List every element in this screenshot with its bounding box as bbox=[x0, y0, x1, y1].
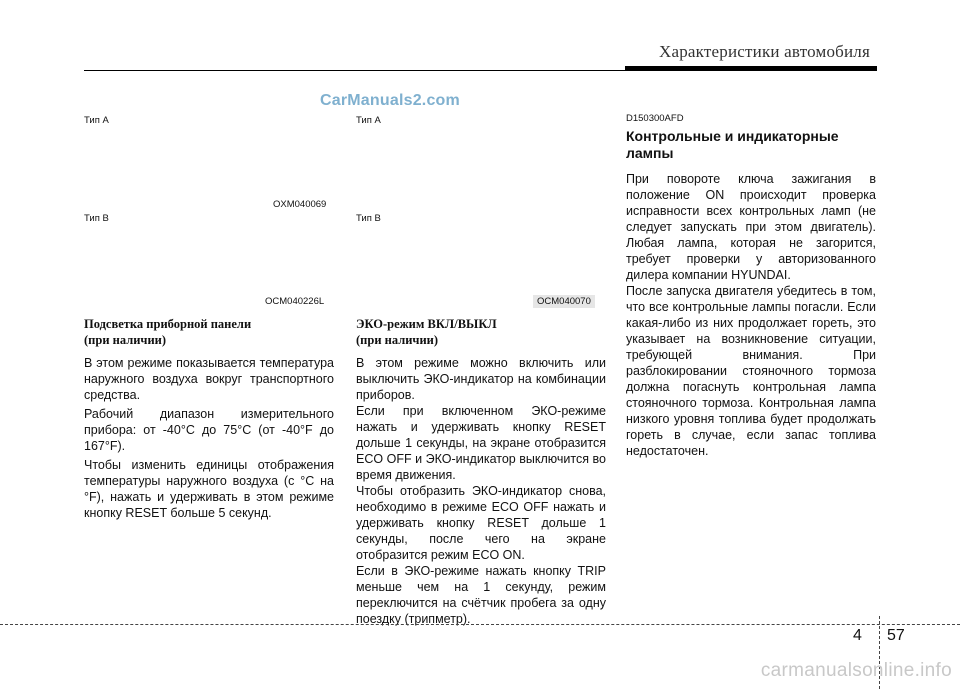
col1-type-a-label: Тип A bbox=[84, 115, 109, 126]
col2-image-code-b: OCM040070 bbox=[533, 295, 595, 308]
col2-type-a-label: Тип A bbox=[356, 115, 381, 126]
col1-image-code-a: OXM040069 bbox=[273, 199, 327, 210]
col1-type-b-label: Тип B bbox=[84, 213, 109, 224]
col1-title-line2: (при наличии) bbox=[84, 333, 167, 347]
col2-paragraph-1: В этом режиме можно включить или выключить ЭКО-индикатор на комбинации приборов. bbox=[356, 356, 606, 402]
col2-paragraph-4: Если в ЭКО-режиме нажать кнопку TRIP меньше чем на 1 секунду, режим переключится на счётчик пробега за одну поездку (трипметр). bbox=[356, 564, 606, 626]
col2-section-title bbox=[356, 316, 606, 348]
col3-heading-line1: Контрольные и индикаторные bbox=[626, 128, 839, 144]
chapter-number: 4 bbox=[853, 627, 862, 644]
col3-section bbox=[626, 128, 876, 459]
col1-body bbox=[84, 355, 334, 521]
watermark-footer-link[interactable]: carmanualsonline.info bbox=[760, 660, 952, 681]
col1-paragraph-3: Чтобы изменить единицы отображения температуры наружного воздуха (с °C на °F), нажать и удерживать в этом режиме кнопку RESET больше 5 секунд. bbox=[84, 458, 334, 520]
col2-body bbox=[356, 355, 606, 627]
col1-section bbox=[84, 316, 334, 521]
col3-heading-line2: лампы bbox=[626, 145, 674, 161]
col2-type-b-label: Тип B bbox=[356, 213, 381, 224]
col1-title-line1: Подсветка приборной панели bbox=[84, 317, 252, 331]
watermark-link[interactable]: CarManuals2.com bbox=[320, 92, 460, 109]
col1-paragraph-2: Рабочий диапазон измерительного прибора: от -40°C до 75°C (от -40°F до 167°F). bbox=[84, 407, 334, 453]
col2-title-line2: (при наличии) bbox=[356, 333, 439, 347]
header-rule bbox=[84, 70, 874, 71]
col2-paragraph-2: Если при включенном ЭКО-режиме нажать и удерживать кнопку RESET дольше 1 секунды, на экране отобразится ECO OFF и ЭКО-индикатор выключится во время движения. bbox=[356, 404, 606, 482]
col1-image-code-b: OCM040226L bbox=[265, 296, 325, 307]
col2-paragraph-3: Чтобы отобразить ЭКО-индикатор снова, необходимо в режиме ECO OFF нажать и удерживать кнопку RESET дольше 1 секунды, после чего на экране отобразится режим ECO ON. bbox=[356, 484, 606, 562]
col2-title-line1: ЭКО-режим ВКЛ/ВЫКЛ bbox=[356, 317, 497, 331]
col2-section bbox=[356, 316, 606, 627]
footer-rule bbox=[0, 624, 960, 625]
col1-paragraph-1: В этом режиме показывается температура наружного воздуха вокруг транспортного средства. bbox=[84, 356, 334, 402]
page-header-title: Характеристики автомобиля bbox=[659, 42, 870, 61]
page-number: 57 bbox=[887, 627, 905, 644]
col3-section-code: D150300AFD bbox=[626, 113, 684, 124]
col3-paragraph-2: После запуска двигателя убедитесь в том, что все контрольные лампы погасли. Если какая-либо из них продолжает гореть, это указывает на возникновение ситуации, требующей внимания. При разблокировании стояночного тормоза должна погаснуть контрольная лампа стояночного тормоза. Контрольная лампа низкого уровня топлива будет продолжать гореть в случае, если запас топлива недостаточен. bbox=[626, 284, 876, 458]
col3-heading bbox=[626, 128, 876, 162]
col3-paragraph-1: При повороте ключа зажигания в положение ON происходит проверка исправности всех контрольных ламп (не следует запускать при этом двигатель). Любая лампа, которая не загорится, требует проверки у авторизованного дилера компании HYUNDAI. bbox=[626, 172, 876, 282]
col1-section-title bbox=[84, 316, 334, 348]
col3-body bbox=[626, 171, 876, 459]
